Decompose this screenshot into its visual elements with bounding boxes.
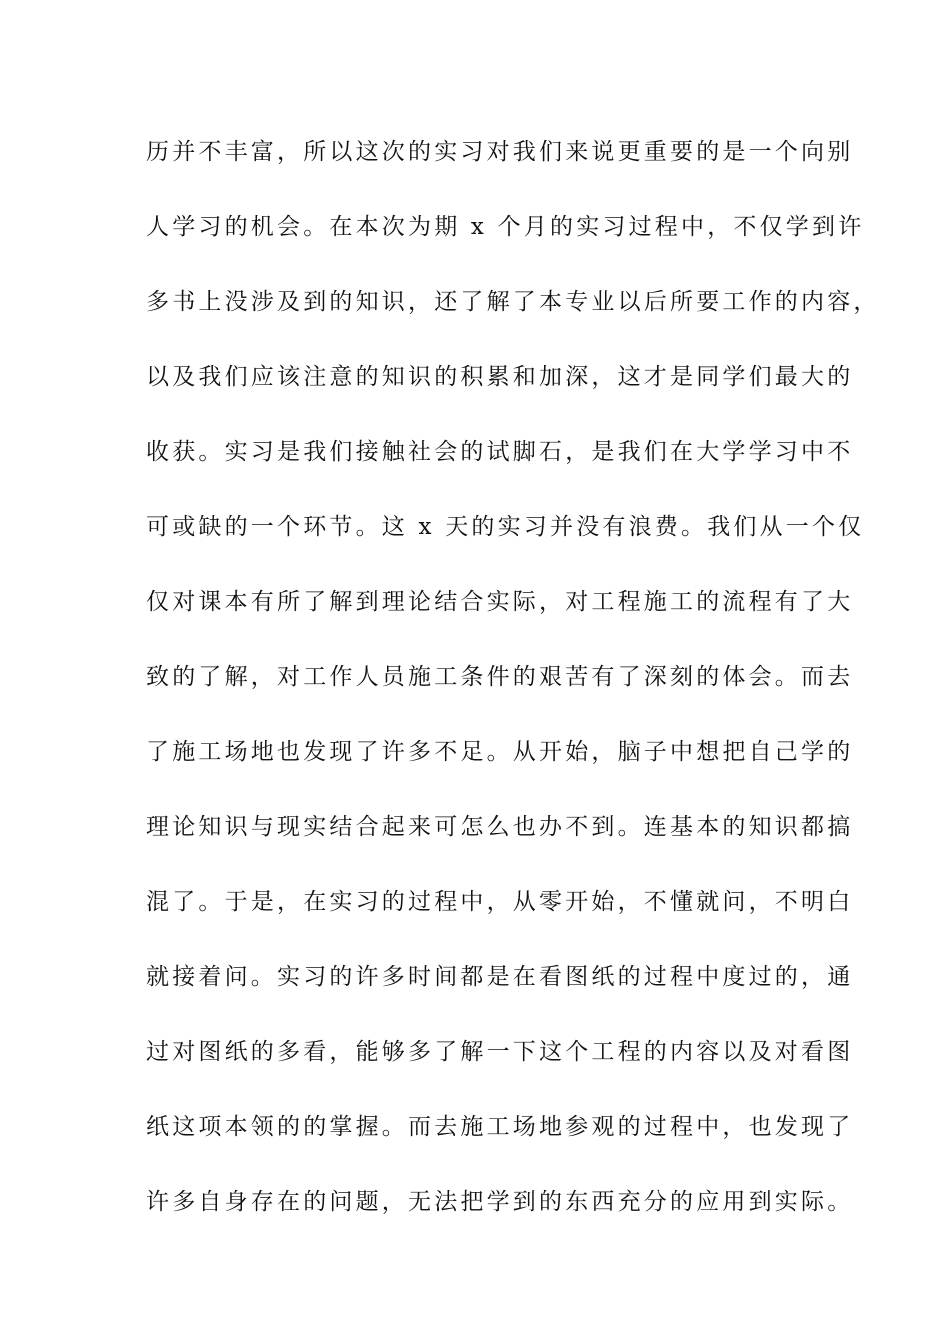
text-line: 许多自身存在的问题，无法把学到的东西充分的应用到实际。 — [146, 1189, 854, 1215]
text-line: 混了。于是，在实习的过程中，从零开始，不懂就问，不明白 — [146, 889, 854, 915]
text-line: 理论知识与现实结合起来可怎么也办不到。连基本的知识都搞 — [146, 814, 854, 840]
text-line: 了施工场地也发现了许多不足。从开始，脑子中想把自己学的 — [146, 739, 854, 765]
text-line: 可或缺的一个环节。这 x 天的实习并没有浪费。我们从一个仅 — [146, 514, 865, 540]
text-line: 收获。实习是我们接触社会的试脚石，是我们在大学学习中不 — [146, 439, 854, 465]
text-line: 仅对课本有所了解到理论结合实际，对工程施工的流程有了大 — [146, 589, 854, 615]
text-line: 纸这项本领的的掌握。而去施工场地参观的过程中，也发现了 — [146, 1114, 854, 1140]
body-text — [146, 132, 880, 1257]
text-line: 致的了解，对工作人员施工条件的艰苦有了深刻的体会。而去 — [146, 664, 854, 690]
text-line: 以及我们应该注意的知识的积累和加深，这才是同学们最大的 — [146, 364, 854, 390]
text-line: 就接着问。实习的许多时间都是在看图纸的过程中度过的，通 — [146, 964, 854, 990]
text-line: 人学习的机会。在本次为期 x 个月的实习过程中，不仅学到许 — [146, 214, 865, 240]
text-line: 过对图纸的多看，能够多了解一下这个工程的内容以及对看图 — [146, 1039, 854, 1065]
text-line: 历并不丰富，所以这次的实习对我们来说更重要的是一个向别 — [146, 139, 854, 165]
text-line: 多书上没涉及到的知识，还了解了本专业以后所要工作的内容， — [146, 289, 880, 315]
